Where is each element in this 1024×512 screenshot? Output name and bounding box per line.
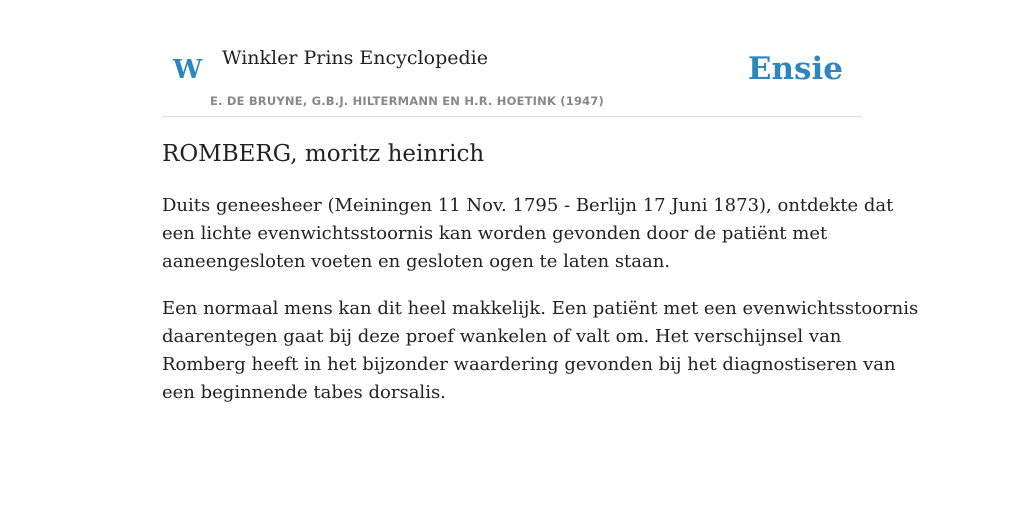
text-line: Een normaal mens kan dit heel makkelijk. Een patiënt met een evenwichtsstoornis: [162, 298, 919, 319]
source-header: [162, 0, 862, 117]
source-authors: E. DE BRUYNE, G.B.J. HILTERMANN EN H.R. HOETINK (1947): [210, 94, 605, 108]
entry-page: [162, 0, 919, 403]
text-line: een beginnende tabes dorsalis.: [162, 382, 446, 403]
text-line: aaneengesloten voeten en gesloten ogen te laten staan.: [162, 251, 671, 272]
source-title[interactable]: Winkler Prins Encyclopedie: [222, 47, 488, 69]
text-line: Duits geneesheer (Meiningen 11 Nov. 1795 - Berlijn 17 Juni 1873), ontdekte dat: [162, 195, 894, 216]
paragraph: [162, 295, 919, 407]
text-line: Romberg heeft in het bijzonder waardering gevonden bij het diagnostiseren van: [162, 354, 896, 375]
entry-title: ROMBERG, moritz heinrich: [162, 141, 485, 167]
brand-logo[interactable]: Ensie: [747, 51, 843, 87]
source-logo[interactable]: W: [173, 55, 203, 85]
text-line: een lichte evenwichtsstoornis kan worden gevonden door de patiënt met: [162, 223, 828, 244]
text-line: daarentegen gaat bij deze proef wankelen of valt om. Het verschijnsel van: [162, 326, 842, 347]
paragraph: [162, 192, 894, 276]
entry-body: [162, 192, 919, 426]
